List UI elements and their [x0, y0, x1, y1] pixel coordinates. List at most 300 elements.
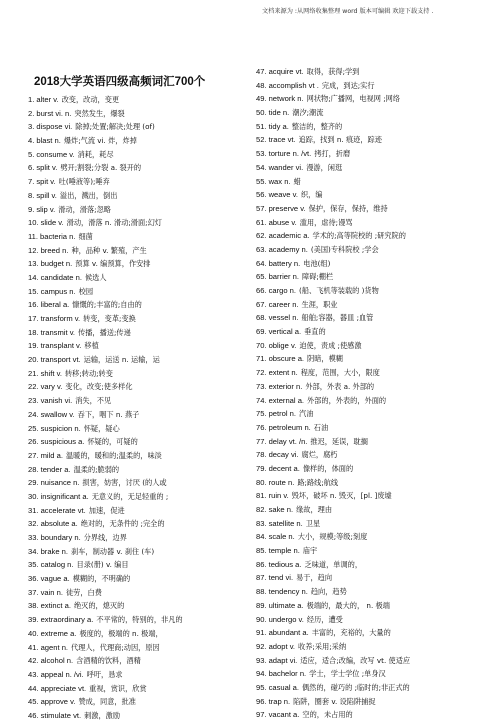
entry-number: 15 .	[28, 287, 39, 296]
entry-number: 6 .	[28, 163, 34, 172]
vocab-entry	[256, 654, 496, 668]
entry-definition: 怀疑的，可疑的	[87, 437, 138, 447]
entry-number: 12 .	[28, 246, 39, 255]
vocab-entry	[28, 93, 248, 107]
vocab-entry	[28, 285, 248, 299]
entry-number: 41 .	[28, 643, 39, 652]
entry-definition: 阴暗，模糊	[307, 354, 343, 364]
vocab-entry	[256, 476, 496, 490]
vocab-entry	[256, 133, 496, 147]
entry-definition: 学士，学士学位 ;单身汉	[309, 669, 386, 679]
vocab-entry	[28, 490, 248, 504]
entry-word: tidy a.	[268, 121, 289, 131]
entry-number: 96 .	[256, 697, 267, 706]
entry-word: temple n.	[268, 546, 300, 556]
vocab-entry	[28, 613, 248, 627]
entry-number: 38 .	[28, 601, 39, 610]
entry-definition: 生涯，职业	[301, 299, 338, 309]
entry-definition: 石油	[313, 422, 329, 432]
entry-word: boundary n.	[40, 533, 81, 542]
entry-number: 82 .	[256, 505, 267, 514]
entry-word: extraordinary a.	[40, 615, 94, 625]
entry-number: 67 .	[256, 300, 267, 309]
entry-number: 32 .	[28, 519, 39, 528]
entry-definition: 推迟，延误，耽搁	[310, 436, 368, 446]
entry-definition: 转移;转动;转变	[64, 368, 113, 378]
entry-number: 76 .	[256, 423, 267, 432]
vocab-entry	[28, 120, 248, 134]
entry-number: 22 .	[28, 382, 39, 391]
entry-word: sake n.	[268, 505, 294, 514]
entry-number: 45 .	[28, 697, 39, 706]
entry-word: breed n.	[40, 245, 69, 255]
vocab-entry	[256, 257, 496, 271]
entry-number: 26 .	[28, 437, 39, 446]
entry-definition: 垂直的	[304, 327, 326, 337]
entry-definition: 电池(组)	[303, 258, 331, 268]
vocab-list-left	[28, 93, 248, 723]
vocab-entry	[28, 175, 248, 189]
entry-definition: 怀疑，疑心	[83, 423, 120, 433]
entry-definition: 乏味道，单调的，	[304, 559, 363, 569]
entry-word: budget n.	[40, 259, 73, 269]
vocab-entry	[256, 667, 496, 681]
entry-definition: 绝对的，无条件的 ;完全的	[80, 519, 165, 529]
entry-number: 70 .	[256, 341, 267, 350]
entry-word: burst vi. n.	[36, 108, 72, 118]
entry-number: 84 .	[256, 532, 267, 541]
entry-word: agent n.	[40, 642, 69, 652]
vocab-entry	[256, 435, 496, 449]
entry-number: 39 .	[28, 615, 39, 624]
entry-number: 88 .	[256, 587, 267, 596]
entry-definition: 滑动，滑落;忽略	[58, 204, 111, 214]
entry-number: 4 .	[28, 136, 34, 145]
entry-definition: 爆炸;气流 vi. 炸，炸掉	[63, 136, 137, 146]
vocab-entry	[256, 544, 496, 558]
vocab-entry	[28, 682, 248, 696]
vocab-entry	[256, 448, 496, 462]
entry-definition: 转变，变革;变换	[83, 314, 136, 323]
entry-definition: 趋向，趋势	[310, 587, 347, 597]
entry-number: 64 .	[256, 259, 267, 268]
entry-definition: 刺激，激励	[84, 710, 121, 720]
entry-number: 47 .	[256, 67, 267, 76]
entry-definition: 消耗，耗尽	[77, 149, 114, 159]
entry-word: brake n.	[40, 546, 69, 556]
vocab-entry	[28, 463, 248, 477]
entry-definition: 丰富的，充裕的，大量的	[311, 628, 391, 638]
vocab-entry	[28, 134, 248, 148]
entry-number: 28 .	[28, 465, 39, 474]
entry-definition: (船、飞机等装载的 )货物	[299, 286, 379, 295]
entry-word: absolute a.	[40, 519, 78, 529]
entry-definition: 劈开;割裂;分裂 a. 裂开的	[60, 163, 142, 173]
entry-word: vary v.	[40, 382, 63, 392]
entry-number: 52 .	[256, 135, 267, 144]
entry-number: 53 .	[256, 149, 267, 158]
entry-number: 56 .	[256, 190, 267, 199]
vocab-entry	[256, 202, 496, 216]
entry-number: 86 .	[256, 560, 267, 569]
vocab-entry	[28, 298, 248, 312]
entry-number: 51 .	[256, 122, 267, 131]
vocab-entry	[256, 640, 496, 654]
vocab-entry	[28, 339, 248, 353]
entry-definition: 运输，运送 n. 运输，运	[83, 355, 160, 365]
vocab-entry	[28, 408, 248, 422]
entry-number: 77 .	[256, 437, 267, 446]
entry-word: wax n.	[268, 176, 291, 186]
page-header: 文档来源为 :从网络收集整理 word 版本可编辑 欢迎下载支持 .	[262, 8, 434, 15]
entry-word: academy n.	[268, 244, 308, 254]
vocab-entry	[28, 230, 248, 244]
entry-number: 54 .	[256, 163, 267, 172]
vocab-entry	[28, 435, 248, 449]
entry-number: 87 .	[256, 573, 267, 582]
entry-number: 97 .	[256, 710, 267, 719]
entry-definition: 模糊的，不明确的	[72, 574, 131, 584]
entry-word: casual a.	[268, 682, 299, 692]
entry-definition: 庙宇	[302, 546, 318, 556]
vocab-entry	[28, 545, 248, 559]
vocab-entry	[256, 216, 496, 230]
entry-word: preserve v.	[268, 203, 306, 213]
entry-definition: 目录(册) v. 编目	[76, 560, 129, 570]
entry-word: vessel n.	[268, 313, 299, 323]
entry-number: 69 .	[256, 327, 267, 336]
vocab-entry	[256, 120, 496, 134]
entry-word: petrol n.	[268, 409, 297, 419]
vocab-entry	[256, 106, 496, 120]
entry-number: 55 .	[256, 177, 267, 186]
entry-word: stimulate vt.	[40, 710, 82, 720]
entry-definition: 经历，遭受	[306, 614, 343, 624]
entry-number: 48 .	[256, 81, 267, 90]
entry-definition: 细菌	[78, 231, 93, 241]
entry-word: route n.	[268, 477, 295, 487]
vocab-entry	[256, 229, 496, 243]
entry-word: accomplish vt .	[268, 80, 319, 90]
entry-word: acquire vt.	[268, 67, 304, 76]
entry-number: 42 .	[28, 656, 39, 665]
entry-definition: 陷阱，圈套 v. 设陷阱捕捉	[293, 696, 376, 706]
entry-number: 16 .	[28, 300, 39, 309]
entry-definition: 收养;采用;采纳	[298, 641, 347, 651]
entry-word: decent a.	[268, 463, 300, 473]
entry-definition: 迫使，责成 ;使感激	[299, 340, 362, 350]
entry-definition: 传播，播送;传递	[78, 327, 131, 337]
entry-definition: 吐(唾液等);唾弃	[58, 177, 110, 187]
entry-word: adapt vi.	[268, 655, 298, 665]
vocab-entry	[256, 352, 496, 366]
vocab-entry	[256, 298, 496, 312]
entry-definition: 外部，外表 a. 外部的	[305, 381, 375, 391]
vocab-entry	[256, 571, 496, 585]
entry-word: insignificant a.	[40, 491, 89, 501]
entry-word: wander vi.	[268, 162, 304, 172]
vocab-entry	[256, 325, 496, 339]
entry-word: abundant a.	[268, 628, 309, 638]
entry-word: candidate n.	[40, 272, 82, 282]
entry-word: slide v.	[40, 218, 64, 228]
vocab-entry	[28, 709, 248, 723]
entry-definition: 无意义的，无足轻重的 ;	[91, 491, 169, 501]
entry-definition: 极度的，极端的 n. 极端，	[79, 628, 163, 638]
vocab-entry	[28, 161, 248, 175]
entry-number: 57 .	[256, 204, 267, 213]
vocab-entry	[256, 613, 496, 627]
vocab-entry	[28, 380, 248, 394]
vocab-entry	[28, 531, 248, 545]
entry-definition: 大小，规模;等级;刻度	[297, 532, 368, 542]
entry-number: 17 .	[28, 314, 39, 323]
entry-number: 27 .	[28, 451, 39, 460]
vocab-entry	[28, 572, 248, 586]
vocab-entry	[256, 407, 496, 421]
entry-number: 78 .	[256, 450, 267, 459]
entry-definition: 障碍;棚栏	[301, 272, 334, 282]
vocab-entry	[256, 79, 496, 93]
vocab-entry	[256, 421, 496, 435]
entry-definition: 织，编	[300, 190, 323, 200]
entry-word: external a.	[268, 395, 305, 405]
vocab-entry	[28, 244, 248, 258]
entry-word: alcohol n.	[40, 656, 74, 666]
vocab-entry	[256, 188, 496, 202]
entry-word: blast n.	[36, 136, 61, 146]
entry-definition: 船舶;容器，器皿 ;血管	[301, 313, 374, 323]
entry-word: nuisance n.	[40, 478, 80, 488]
vocab-entry	[28, 504, 248, 518]
entry-number: 93 .	[256, 656, 267, 665]
vocab-entry	[256, 284, 496, 298]
entry-definition: 腐烂，腐朽	[301, 450, 338, 460]
vocab-entry	[256, 243, 496, 257]
entry-number: 10 .	[28, 218, 39, 227]
vocab-entry	[28, 627, 248, 641]
entry-word: vertical a.	[268, 327, 302, 337]
entry-number: 83 .	[256, 519, 267, 528]
entry-number: 72 .	[256, 368, 267, 377]
entry-number: 19 .	[28, 341, 39, 350]
entry-word: swallow v.	[40, 409, 75, 419]
entry-definition: 绝灭的，熄灭的	[73, 601, 125, 611]
entry-definition: 分界线，边界	[83, 533, 127, 542]
entry-number: 68 .	[256, 313, 267, 322]
entry-word: network n.	[268, 94, 304, 104]
entry-word: slip v.	[36, 204, 56, 214]
entry-number: 40 .	[28, 629, 39, 638]
entry-word: transform v.	[40, 314, 81, 323]
entry-word: trace vt.	[268, 135, 296, 145]
vocab-entry	[256, 599, 496, 613]
entry-word: scale n.	[268, 532, 295, 542]
entry-word: tend vi.	[268, 573, 294, 583]
entry-number: 9 .	[28, 205, 34, 214]
entry-definition: 缘故，理由	[296, 505, 333, 514]
entry-definition: 蜡	[293, 176, 301, 186]
entry-word: extent n.	[268, 368, 298, 378]
entry-number: 66 .	[256, 286, 267, 295]
entry-definition: 滥用，虐待;谩骂	[299, 217, 353, 227]
entry-number: 95 .	[256, 683, 267, 692]
entry-definition: 整洁的，整齐的	[291, 121, 343, 131]
entry-number: 74 .	[256, 396, 267, 405]
vocab-entry	[256, 147, 496, 161]
entry-number: 91 .	[256, 628, 267, 637]
entry-number: 50 .	[256, 108, 267, 117]
entry-definition: 候选人	[84, 272, 107, 282]
entry-definition: 重视，赏识，欣赏	[89, 683, 147, 693]
entry-word: liberal a.	[40, 300, 70, 310]
entry-word: bachelor n.	[268, 669, 307, 679]
entry-word: suspicion n.	[40, 423, 81, 433]
entry-definition: 移植	[84, 341, 99, 351]
entry-definition: 偶然的，碰巧的 ;临时的;非正式的	[301, 682, 410, 692]
vocab-entry	[256, 380, 496, 394]
entry-definition: 突然发生，爆裂	[74, 108, 125, 118]
entry-definition: 预算 v. 编预算，作安排	[75, 259, 151, 269]
entry-definition: 加速，促进	[88, 505, 125, 515]
entry-definition: 滑动，滑落 n. 滑动;滑面;幻灯	[66, 218, 162, 228]
entry-word: suspicious a.	[40, 437, 85, 447]
entry-number: 73 .	[256, 382, 267, 391]
entry-word: weave v.	[268, 190, 298, 200]
entry-word: torture n. /vt.	[268, 149, 312, 159]
vocab-entry	[28, 476, 248, 490]
entry-number: 21 .	[28, 369, 39, 378]
entry-definition: 不平常的，特别的，非凡的	[96, 615, 183, 625]
vocab-entry	[28, 449, 248, 463]
entry-number: 5 .	[28, 150, 34, 159]
entry-definition: 徒劳，白费	[65, 587, 102, 597]
entry-word: bacteria n.	[40, 231, 76, 241]
entry-word: approve v.	[40, 697, 76, 707]
entry-number: 8 .	[28, 191, 34, 200]
entry-word: extinct a.	[40, 601, 71, 611]
vocab-entry	[256, 92, 496, 106]
entry-definition: 拷打，折磨	[314, 149, 351, 159]
vocab-entry	[256, 708, 496, 722]
vocab-entry	[256, 626, 496, 640]
entry-number: 34 .	[28, 547, 39, 556]
entry-number: 80 .	[256, 478, 267, 487]
entry-definition: 适应，适合;改编，改写 vt. 使适应	[300, 655, 411, 665]
entry-number: 90 .	[256, 615, 267, 624]
vocab-entry	[256, 558, 496, 572]
vocab-entry	[28, 668, 248, 682]
entry-word: transmit v.	[40, 327, 76, 337]
entry-word: battery n.	[268, 258, 301, 268]
entry-number: 14 .	[28, 273, 39, 282]
vocab-entry	[256, 585, 496, 599]
entry-number: 46 .	[28, 711, 39, 720]
vocab-entry	[256, 175, 496, 189]
vocab-entry	[256, 695, 496, 709]
entry-definition: 慷慨的;丰富的;自由的	[72, 300, 142, 310]
entry-definition: 完成，到达;实行	[321, 80, 375, 90]
entry-definition: 消失，不见	[75, 396, 112, 406]
vocab-entry	[28, 586, 248, 600]
entry-number: 71 .	[256, 354, 267, 363]
entry-word: undergo v.	[268, 614, 304, 624]
vocab-entry	[256, 161, 496, 175]
entry-definition: 溢出，溅出，倒出	[59, 190, 118, 200]
vocab-entry	[256, 681, 496, 695]
entry-word: tender a.	[40, 464, 71, 474]
entry-definition: 像样的，体面的	[302, 463, 354, 473]
entry-word: campus n.	[40, 286, 76, 296]
entry-definition: (美国)专科院校 ;学会	[310, 244, 379, 254]
vocab-entry	[28, 599, 248, 613]
entry-definition: 变化，改变;使多样化	[65, 382, 133, 392]
vocab-entry	[28, 654, 248, 668]
entry-number: 94 .	[256, 669, 267, 678]
vocab-entry	[256, 489, 496, 503]
entry-word: consume v.	[36, 149, 75, 159]
entry-word: vacant a.	[268, 710, 300, 720]
entry-word: trap n.	[268, 696, 291, 706]
entry-definition: 校园	[78, 286, 94, 296]
entry-number: 89 .	[256, 601, 267, 610]
entry-definition: 潮汐;潮流	[292, 108, 324, 118]
vocab-entry	[256, 339, 496, 353]
entry-word: academic a.	[268, 231, 310, 241]
entry-number: 20 .	[28, 355, 39, 364]
entry-word: ruin v.	[268, 491, 289, 501]
entry-number: 79 .	[256, 464, 267, 473]
entry-definition: 吞下，咽下 n. 燕子	[77, 409, 140, 419]
entry-definition: 外部的，外表的，外面的	[307, 395, 387, 405]
vocab-entry	[28, 203, 248, 217]
entry-number: 31 .	[28, 506, 39, 515]
entry-word: petroleum n.	[268, 422, 311, 432]
entry-number: 92 .	[256, 642, 267, 651]
entry-definition: 种，品种 v. 繁殖，产生	[71, 245, 147, 255]
vocab-entry	[256, 517, 496, 531]
vocab-entry	[256, 462, 496, 476]
entry-definition: 温柔的;脆弱的	[73, 464, 120, 474]
entry-word: obscure a.	[268, 354, 305, 364]
entry-definition: 代理人，代理商;动因，原因	[71, 642, 160, 652]
entry-word: delay vt. /n.	[268, 436, 308, 446]
entry-definition: 呼吁，恳求	[86, 669, 123, 679]
entry-definition: 网状物;广播网，电视网 ;网络	[306, 94, 401, 104]
entry-definition: 保护，保存，保持，维持	[308, 203, 388, 213]
entry-number: 43 .	[28, 670, 39, 679]
entry-definition: 学术的;高等院校的 ;研究院的	[312, 231, 406, 241]
entry-number: 62 .	[256, 231, 267, 240]
vocab-entry	[256, 530, 496, 544]
entry-word: vague a.	[40, 574, 70, 584]
entry-word: cargo n.	[268, 286, 297, 295]
vocab-entry	[28, 641, 248, 655]
vocab-entry	[28, 367, 248, 381]
entry-number: 2 .	[28, 109, 34, 118]
entry-word: tide n.	[268, 108, 290, 118]
entry-definition: 取得，获得;学到	[306, 67, 360, 76]
entry-word: split v.	[36, 163, 58, 173]
entry-word: tedious a.	[268, 559, 302, 569]
entry-word: dispose vi.	[36, 122, 73, 132]
entry-word: exterior n.	[268, 381, 303, 391]
entry-word: appreciate vt.	[40, 683, 87, 693]
vocab-entry	[28, 257, 248, 271]
entry-definition: 温暖的，暖和的;温柔的，味淡	[65, 450, 162, 460]
vocab-entry	[28, 148, 248, 162]
entry-word: spill v.	[36, 190, 57, 200]
